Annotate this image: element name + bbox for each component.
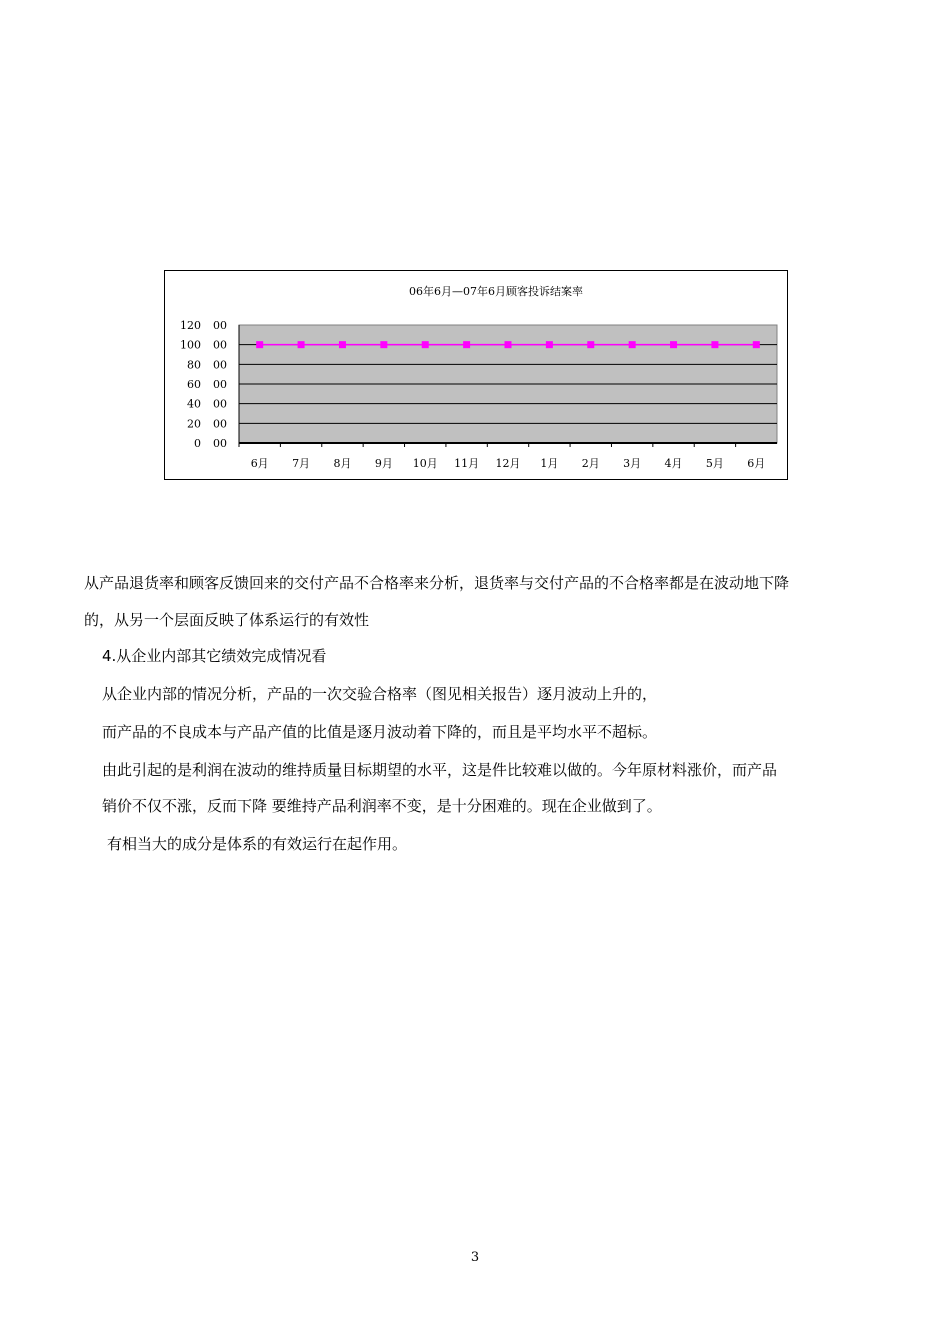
data-point <box>629 341 636 348</box>
y-tick-label-suffix: 00 <box>213 358 227 372</box>
data-point <box>587 341 594 348</box>
paragraph-line-1: 从产品退货率和顾客反馈回来的交付产品不合格率来分析，退货率与交付产品的不合格率都是在波动地下降 <box>84 574 790 592</box>
data-point <box>422 341 429 348</box>
x-tick-label: 4月 <box>664 457 683 470</box>
data-point <box>256 341 263 348</box>
data-point <box>711 341 718 348</box>
paragraph-line-2: 的，从另一个层面反映了体系运行的有效性 <box>84 611 370 629</box>
y-tick-label: 80 <box>187 358 201 372</box>
paragraph-line-4: 而产品的不良成本与产品产值的比值是逐月波动着下降的，而且是平均水平不超标。 <box>102 723 658 741</box>
x-tick-label: 12月 <box>495 457 521 470</box>
data-point <box>380 341 387 348</box>
x-tick-label: 1月 <box>540 457 559 470</box>
paragraph-line-6: 销价不仅不涨，反而下降 要维持产品利润率不变，是十分困难的。现在企业做到了。 <box>102 797 662 815</box>
y-tick-label-suffix: 00 <box>213 437 227 450</box>
data-point <box>753 341 760 348</box>
x-tick-label: 3月 <box>623 457 642 470</box>
x-tick-label: 6月 <box>747 457 766 470</box>
section-heading: 4.从企业内部其它绩效完成情况看 <box>102 647 327 665</box>
x-tick-label: 6月 <box>250 457 269 470</box>
y-tick-label-suffix: 00 <box>213 378 227 391</box>
data-point <box>505 341 512 348</box>
y-tick-label: 100 <box>180 338 201 352</box>
x-tick-label: 11月 <box>454 457 480 470</box>
paragraph-line-3: 从企业内部的情况分析，产品的一次交验合格率（图见相关报告）逐月波动上升的， <box>102 685 658 703</box>
data-point <box>546 341 553 348</box>
x-tick-label: 8月 <box>333 457 352 470</box>
data-point <box>670 341 677 348</box>
x-tick-label: 9月 <box>374 457 393 470</box>
y-tick-label: 60 <box>187 378 201 391</box>
chart-title: 06年6月—07年6月顾客投诉结案率 <box>409 285 583 298</box>
y-tick-label: 0 <box>194 437 201 450</box>
paragraph-line-5: 由此引起的是利润在波动的维持质量目标期望的水平，这是件比较难以做的。今年原材料涨价，而产品 <box>102 761 778 779</box>
y-tick-label-suffix: 00 <box>213 338 227 352</box>
chart-frame <box>164 270 788 480</box>
x-tick-label: 2月 <box>581 457 600 470</box>
y-tick-label: 20 <box>187 417 201 431</box>
x-tick-label: 10月 <box>412 457 438 470</box>
x-tick-label: 5月 <box>705 457 724 470</box>
line-chart <box>165 271 787 479</box>
data-point <box>339 341 346 348</box>
data-point <box>463 341 470 348</box>
data-point <box>298 341 305 348</box>
y-tick-label-suffix: 00 <box>213 417 227 431</box>
y-tick-label-suffix: 00 <box>213 397 227 411</box>
y-tick-label: 40 <box>187 397 201 411</box>
page-number: 3 <box>470 1250 480 1265</box>
y-tick-label: 120 <box>180 319 201 332</box>
x-tick-label: 7月 <box>292 457 311 470</box>
y-tick-label-suffix: 00 <box>213 319 227 332</box>
paragraph-line-7: 有相当大的成分是体系的有效运行在起作用。 <box>107 835 408 853</box>
